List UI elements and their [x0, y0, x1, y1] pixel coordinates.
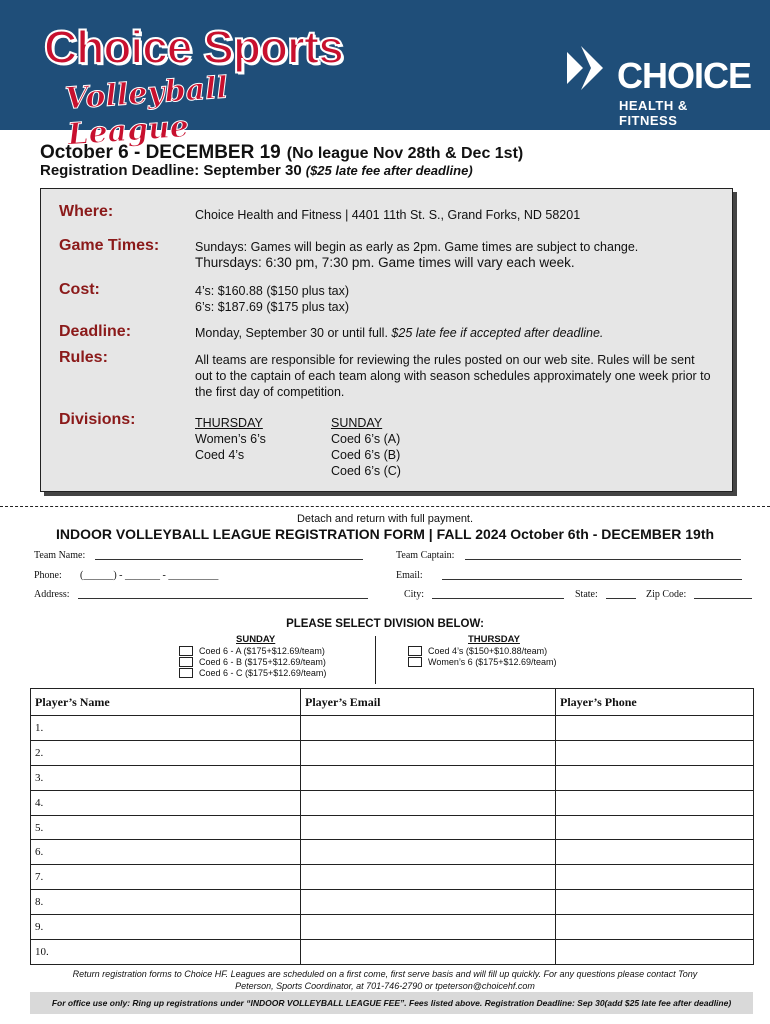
division-item: Coed 4’s	[195, 448, 245, 462]
player-name-cell[interactable]: 2.	[31, 740, 301, 765]
checkbox-coed-4s[interactable]	[408, 646, 422, 656]
brand-tagline: HEALTH & FITNESS	[619, 98, 688, 128]
player-phone-cell[interactable]	[556, 865, 754, 890]
phone-field[interactable]: (______) - _______ - __________	[80, 570, 219, 581]
team-captain-label: Team Captain:	[396, 550, 455, 561]
email-field[interactable]	[442, 570, 742, 580]
division-item: Coed 6’s (B)	[331, 448, 401, 462]
sunday-heading: SUNDAY	[331, 416, 383, 430]
logo-main-text: Choice Sports	[44, 21, 343, 73]
player-phone-cell[interactable]	[556, 815, 754, 840]
table-row	[31, 740, 754, 765]
team-name-label: Team Name:	[34, 550, 86, 561]
player-name-cell[interactable]: 6.	[31, 840, 301, 865]
divisions-sunday	[331, 415, 471, 479]
option-coed-6c: Coed 6 - C ($175+$12.69/team)	[199, 668, 327, 678]
deadline-text: Registration Deadline: September 30	[40, 162, 302, 179]
player-name-cell[interactable]: 3.	[31, 765, 301, 790]
player-phone-cell[interactable]	[556, 765, 754, 790]
option-coed-4s: Coed 4’s ($150+$10.88/team)	[428, 646, 548, 656]
phone-label: Phone:	[34, 570, 62, 581]
choice-health-fitness-logo	[565, 40, 752, 128]
player-name-cell[interactable]: 4.	[31, 790, 301, 815]
cost-4s: 4’s: $160.88 ($150 plus tax)	[195, 284, 350, 298]
table-row	[31, 915, 754, 940]
table-row	[31, 815, 754, 840]
player-phone-cell[interactable]	[556, 915, 754, 940]
table-row	[31, 865, 754, 890]
table-row	[31, 790, 754, 815]
player-name-cell[interactable]: 5.	[31, 815, 301, 840]
game-times-sunday: Sundays: Games will begin as early as 2pm. Game times are subject to change.	[195, 240, 639, 254]
deadline-late-fee: $25 late fee if accepted after deadline.	[391, 326, 604, 340]
brand-name: CHOICE	[617, 55, 752, 96]
select-thursday-heading: THURSDAY	[468, 634, 520, 645]
deadline-label: Deadline:	[59, 323, 132, 340]
player-email-cell[interactable]	[301, 890, 556, 915]
detach-text: Detach and return with full payment.	[296, 513, 474, 525]
player-phone-cell[interactable]	[556, 940, 754, 965]
player-email-cell[interactable]	[301, 790, 556, 815]
address-label: Address:	[34, 589, 70, 600]
player-email-cell[interactable]	[301, 716, 556, 741]
division-item: Coed 6’s (C)	[331, 464, 401, 478]
detach-cut-line	[0, 506, 770, 507]
option-coed-6a: Coed 6 - A ($175+$12.69/team)	[199, 646, 325, 656]
season-range: October 6 - DECEMBER 19	[40, 142, 281, 163]
player-email-cell[interactable]	[301, 840, 556, 865]
selection-divider	[375, 636, 376, 684]
registration-deadline	[40, 162, 473, 179]
logo-sub-text: Volleyball League	[63, 70, 229, 153]
table-row	[31, 890, 754, 915]
deadline-note: ($25 late fee after deadline)	[305, 163, 473, 178]
table-row	[31, 940, 754, 965]
player-phone-cell[interactable]	[556, 840, 754, 865]
state-label: State:	[575, 589, 598, 600]
league-info-box	[40, 188, 733, 492]
player-phone-cell[interactable]	[556, 790, 754, 815]
rules-value: All teams are responsible for reviewing the rules posted on our web site. Rules will be sent out to the captain of each team along with season schedules approximately one week prior to the first day of competition.	[195, 353, 711, 399]
checkbox-womens-6[interactable]	[408, 657, 422, 667]
select-division-title: PLEASE SELECT DIVISION BELOW:	[286, 618, 484, 630]
option-coed-6b: Coed 6 - B ($175+$12.69/team)	[199, 657, 326, 667]
deadline-value	[195, 325, 715, 341]
email-label: Email:	[396, 570, 423, 581]
zip-field[interactable]	[694, 589, 752, 599]
cost-6s: 6’s: $187.69 ($175 plus tax)	[195, 300, 350, 314]
thursday-heading: THURSDAY	[195, 416, 263, 430]
division-item: Women’s 6’s	[195, 432, 266, 446]
checkbox-coed-6a[interactable]	[179, 646, 193, 656]
player-name-cell[interactable]: 8.	[31, 890, 301, 915]
divisions-label: Divisions:	[59, 411, 136, 428]
where-label: Where:	[59, 203, 114, 220]
player-name-cell[interactable]: 10.	[31, 940, 301, 965]
player-email-cell[interactable]	[301, 740, 556, 765]
table-row	[31, 765, 754, 790]
state-field[interactable]	[606, 589, 636, 599]
player-email-cell[interactable]	[301, 865, 556, 890]
registration-form-title: INDOOR VOLLEYBALL LEAGUE REGISTRATION FORM | FALL 2024 October 6th - DECEMBER 19th	[55, 526, 715, 542]
player-name-cell[interactable]: 7.	[31, 865, 301, 890]
game-times-value	[195, 239, 715, 271]
table-row	[31, 716, 754, 741]
team-name-field[interactable]	[95, 550, 363, 560]
divisions-thursday	[195, 415, 335, 463]
column-header-phone: Player’s Phone	[556, 689, 754, 716]
player-email-cell[interactable]	[301, 765, 556, 790]
address-field[interactable]	[78, 589, 368, 599]
city-label: City:	[404, 589, 425, 600]
deadline-date: Monday, September 30 or until full.	[195, 326, 388, 340]
select-sunday-heading: SUNDAY	[236, 634, 276, 645]
table-row	[31, 840, 754, 865]
roster-header-row	[31, 689, 754, 716]
column-header-email: Player’s Email	[301, 689, 556, 716]
checkbox-coed-6b[interactable]	[179, 657, 193, 667]
column-header-name: Player’s Name	[31, 689, 301, 716]
game-times-label: Game Times:	[59, 237, 160, 254]
rules-label: Rules:	[59, 349, 108, 366]
player-email-cell[interactable]	[301, 940, 556, 965]
player-roster-table	[30, 688, 754, 965]
cost-label: Cost:	[59, 281, 100, 298]
checkbox-coed-6c[interactable]	[179, 668, 193, 678]
season-dates	[40, 142, 523, 164]
player-name-cell[interactable]: 9.	[31, 915, 301, 940]
player-email-cell[interactable]	[301, 815, 556, 840]
where-value: Choice Health and Fitness | 4401 11th St. S., Grand Forks, ND 58201	[195, 208, 581, 222]
zip-label: Zip Code:	[646, 589, 687, 600]
team-captain-field[interactable]	[465, 550, 741, 560]
player-phone-cell[interactable]	[556, 740, 754, 765]
option-womens-6: Women’s 6 ($175+$12.69/team)	[428, 657, 557, 667]
return-instructions: Return registration forms to Choice HF. Leagues are scheduled on a first come, first serve basis and will fill up quickly. For any questions please contact Tony Peterson, Sports Coordinator, at 701-746-2790 or tpeterson@choicehf.com	[72, 969, 698, 991]
player-email-cell[interactable]	[301, 915, 556, 940]
game-times-thursday: Thursdays: 6:30 pm, 7:30 pm. Game times will vary each week.	[195, 255, 575, 270]
choice-arrow-icon	[565, 46, 609, 90]
office-use-bar: For office use only: Ring up registrations under “INDOOR VOLLEYBALL LEAGUE FEE”. Fees listed above. Registration Deadline: Sep 30(add $25 late fee after deadline)	[30, 992, 753, 1014]
player-name-cell[interactable]: 1.	[31, 716, 301, 741]
player-phone-cell[interactable]	[556, 716, 754, 741]
division-item: Coed 6’s (A)	[331, 432, 401, 446]
city-field[interactable]	[432, 589, 564, 599]
player-phone-cell[interactable]	[556, 890, 754, 915]
season-note: (No league Nov 28th & Dec 1st)	[286, 145, 524, 162]
cost-value	[195, 283, 715, 315]
